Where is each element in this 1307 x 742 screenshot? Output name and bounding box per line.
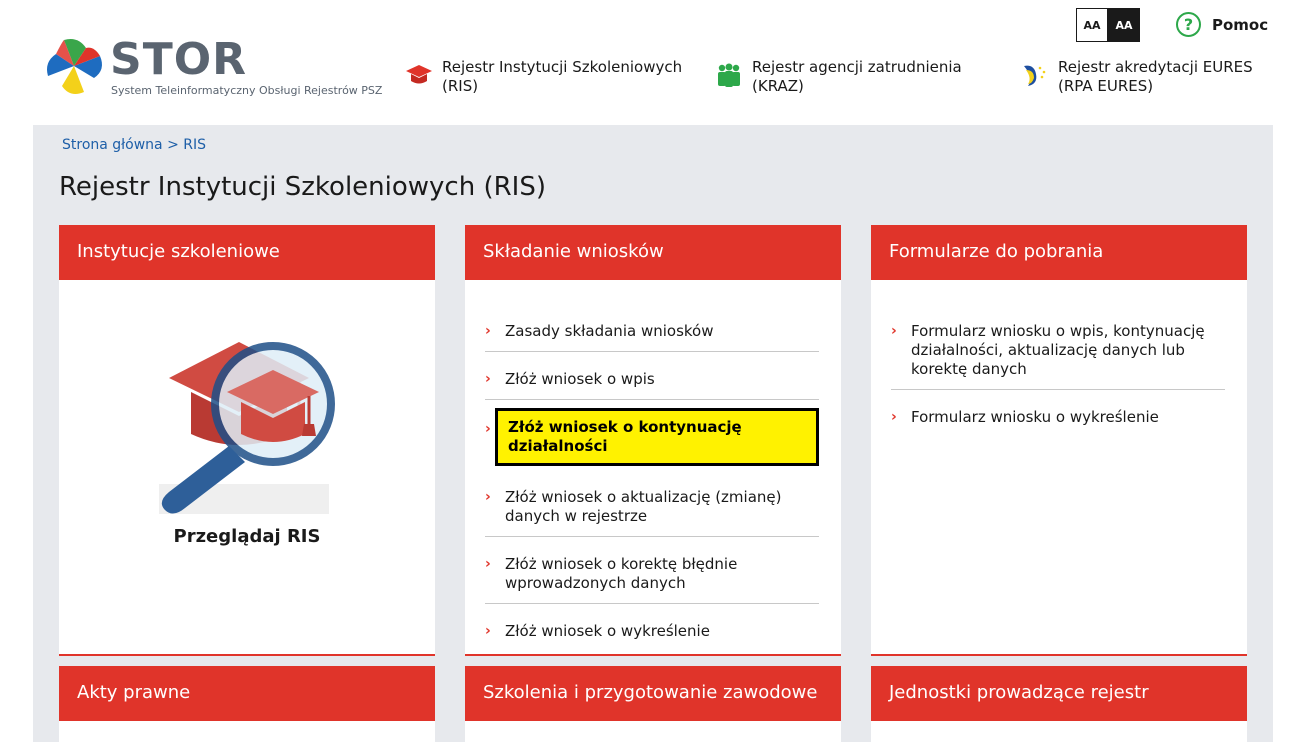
card-applications: [465, 225, 841, 656]
help-icon: ?: [1176, 12, 1201, 37]
register-ris-line2: (RIS): [442, 77, 479, 95]
chevron-right-icon: ›: [485, 421, 491, 437]
card-registry-units-title[interactable]: Jednostki prowadzące rejestr: [871, 666, 1247, 721]
forms-list: [891, 316, 1225, 449]
logo-subtitle: System Teleinformatyczny Obsługi Rejestrów PSZ: [111, 84, 383, 97]
list-item-highlighted[interactable]: [485, 408, 819, 466]
card-legal-acts[interactable]: [59, 666, 435, 742]
card-registry-units[interactable]: [871, 666, 1247, 742]
stor-logo[interactable]: [44, 36, 404, 100]
application-link-label[interactable]: Złóż wniosek o wykreślenie: [505, 622, 710, 640]
application-link-label[interactable]: Złóż wniosek o wpis: [505, 370, 655, 388]
list-item[interactable]: [891, 316, 1225, 390]
list-item[interactable]: [891, 402, 1225, 437]
list-item[interactable]: [485, 364, 819, 400]
nav-register-ris[interactable]: [404, 58, 682, 96]
stor-logo-icon: [44, 36, 106, 98]
logo-title: STOR: [110, 34, 247, 85]
help-link[interactable]: [1176, 12, 1268, 37]
contrast-high-button[interactable]: AA: [1108, 8, 1140, 42]
card-applications-title: Składanie wniosków: [465, 225, 841, 280]
main-content: [33, 125, 1273, 742]
card-forms-title: Formularze do pobrania: [871, 225, 1247, 280]
list-item[interactable]: [485, 316, 819, 352]
people-icon: [714, 60, 744, 90]
header: [0, 0, 1307, 125]
chevron-right-icon: ›: [485, 556, 491, 572]
help-label: Pomoc: [1212, 15, 1269, 34]
form-link-label[interactable]: Formularz wniosku o wpis, kontynuację działalności, aktualizację danych lub korektę danych: [911, 322, 1205, 378]
register-eures-line1: Rejestr akredytacji EURES: [1058, 58, 1253, 76]
chevron-right-icon: ›: [891, 409, 897, 425]
card-institutions-title: Instytucje szkoleniowe: [59, 225, 435, 280]
eures-icon: [1020, 60, 1050, 90]
register-kraz-line1: Rejestr agencji zatrudnienia: [752, 58, 962, 76]
application-link-label[interactable]: Zasady składania wniosków: [505, 322, 714, 340]
chevron-right-icon: ›: [485, 623, 491, 639]
card-training[interactable]: [465, 666, 841, 742]
card-training-title[interactable]: Szkolenia i przygotowanie zawodowe: [465, 666, 841, 721]
register-kraz-line2: (KRAZ): [752, 77, 804, 95]
form-link-label[interactable]: Formularz wniosku o wykreślenie: [911, 408, 1159, 426]
application-link-label[interactable]: Złóż wniosek o aktualizację (zmianę) danych w rejestrze: [505, 488, 782, 525]
breadcrumb-text[interactable]: Strona główna > RIS: [62, 137, 206, 153]
list-item[interactable]: [485, 482, 819, 537]
contrast-normal-button[interactable]: AA: [1076, 8, 1108, 42]
register-ris-line1: Rejestr Instytucji Szkoleniowych: [442, 58, 683, 76]
browse-ris-link[interactable]: Przeglądaj RIS: [173, 526, 321, 547]
chevron-right-icon: ›: [485, 371, 491, 387]
card-forms: [871, 225, 1247, 656]
page-title: Rejestr Instytucji Szkoleniowych (RIS): [59, 172, 546, 202]
card-institutions: [59, 225, 435, 656]
nav-register-eures[interactable]: [1020, 58, 1253, 96]
nav-register-kraz[interactable]: [714, 58, 962, 96]
contrast-switcher: [1076, 8, 1140, 42]
card-legal-acts-title[interactable]: Akty prawne: [59, 666, 435, 721]
applications-list: [485, 316, 819, 663]
breadcrumb[interactable]: [62, 137, 206, 153]
chevron-right-icon: ›: [485, 489, 491, 505]
application-link-label[interactable]: Złóż wniosek o korektę błędnie wprowadzonych danych: [505, 555, 738, 592]
magnifier-graduation-cap-illustration[interactable]: [149, 316, 349, 516]
register-eures-line2: (RPA EURES): [1058, 77, 1154, 95]
graduation-cap-icon: [404, 60, 434, 90]
chevron-right-icon: ›: [485, 323, 491, 339]
list-item[interactable]: [485, 549, 819, 604]
list-item[interactable]: [485, 616, 819, 651]
application-link-label-highlighted[interactable]: Złóż wniosek o kontynuację działalności: [495, 408, 819, 466]
chevron-right-icon: ›: [891, 323, 897, 339]
